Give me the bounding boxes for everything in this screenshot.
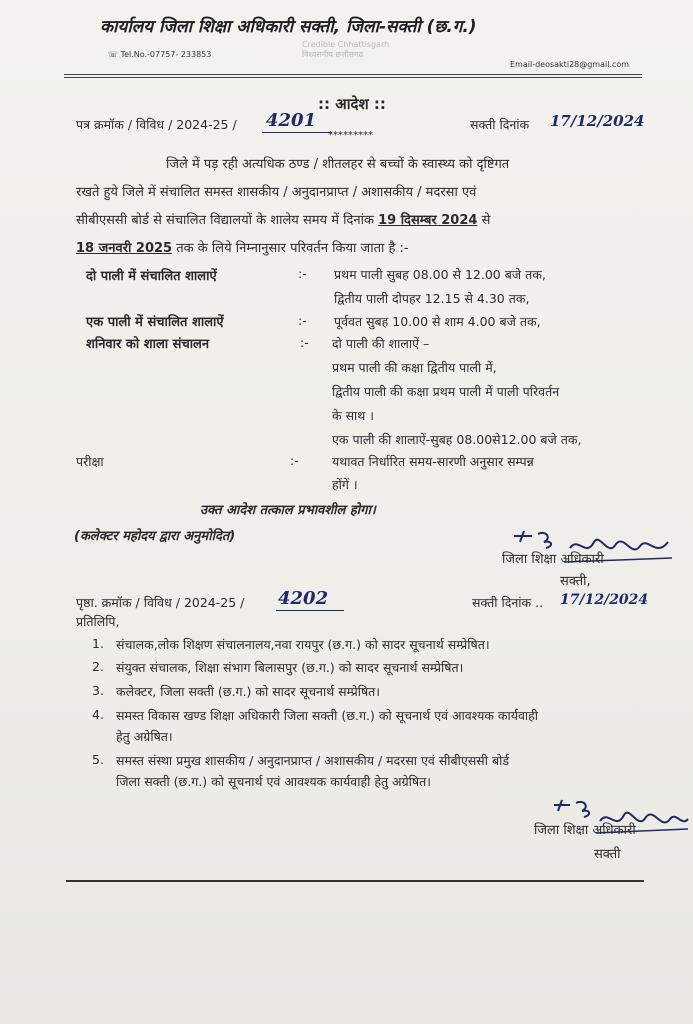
copy-to-label: प्रतिलिपि, <box>76 614 120 629</box>
date-label: सक्ती दिनांक <box>470 117 530 132</box>
watermark <box>302 40 389 60</box>
signature-place-2: सक्ती <box>594 847 621 862</box>
two-shift-separator: :- <box>298 266 307 281</box>
order-title: :: आदेश :: <box>318 95 386 113</box>
copy-item-text: समस्त विकास खण्ड शिक्षा अधिकारी जिला सक्ती (छ.ग.) को सूचनार्थ एवं आवश्यक कार्यवाही <box>116 708 539 723</box>
endorsement-date-label: सक्ती दिनांक .. <box>472 595 544 610</box>
letter-number: 4201 <box>266 110 317 131</box>
copy-item-text: संचालक,लोक शिक्षण संचालनालय,नवा रायपुर (छ.ग.) को सादर सूचनार्थ सम्प्रेषित। <box>116 637 490 652</box>
endorsement-number-underline <box>276 610 344 611</box>
letter-date: 17/12/2024 <box>550 112 645 130</box>
saturday-line-5: एक पाली की शालाऐं-सुबह 08.00से12.00 बजे तक, <box>332 432 582 447</box>
exam-label: परीक्षा <box>76 454 104 469</box>
exam-separator: :- <box>290 453 299 468</box>
exam-line-2: होंगें । <box>332 477 358 492</box>
date-from: 19 दिसम्बर 2024 <box>378 213 478 228</box>
copy-item-text: कलेक्टर, जिला सक्ती (छ.ग.) को सादर सूचनार्थ सम्प्रेषित। <box>116 684 381 699</box>
effect-statement: उक्त आदेश तत्काल प्रभावशील होगा। <box>200 503 376 518</box>
endorsement-number: 4202 <box>278 588 329 609</box>
two-shift-first: प्रथम पाली सुबह 08.00 से 12.00 बजे तक, <box>334 267 546 282</box>
one-shift-timing: पूर्ववत सुबह 10.00 से शाम 4.00 बजे तक, <box>334 314 541 329</box>
saturday-separator: :- <box>300 335 309 350</box>
paragraph-line-2: रखते हुये जिले में संचालित समस्त शासकीय / अनुदानप्राप्त / अशासकीय / मदरसा एवं <box>76 185 477 200</box>
signature-designation-2: जिला शिक्षा अधिकारी <box>534 823 636 838</box>
one-shift-label: एक पाली में संचालित शालाऐं <box>86 315 224 330</box>
copy-item-text: समस्त संस्था प्रमुख शासकीय / अनुदानप्राप्त / अशासकीय / मदरसा एवं सीबीएससी बोर्ड <box>116 753 510 768</box>
copy-item-number: 5. <box>92 752 104 767</box>
copy-item-text: संयुक्त संचालक, शिक्षा संभाग बिलासपुर (छ.ग.) को सादर सूचनार्थ सम्प्रेषित। <box>116 660 464 675</box>
office-title: कार्यालय जिला शिक्षा अधिकारी सक्ती, जिला-सक्ती (छ.ग.) <box>100 17 477 37</box>
email-address: Email-deosakti28@gmail.com <box>510 60 630 69</box>
header-rule-bottom <box>64 77 642 78</box>
endorsement-reference: पृष्ठा. क्रमॉक / विविध / 2024-25 / <box>76 595 245 610</box>
saturday-line-2: प्रथम पाली की कक्षा द्वितीय पाली में, <box>332 360 497 375</box>
paragraph-line-4: 18 जनवरी 2025 तक के लिये निम्नानुसार परिवर्तन किया जाता है :- <box>76 241 409 256</box>
paragraph-line-1: जिले में पड़ रही अत्यधिक ठण्ड / शीतलहर से बच्चों के स्वास्थ्य को दृष्टिगत <box>166 157 510 172</box>
two-shift-second: द्वितीय पाली दोपहर 12.15 से 4.30 तक, <box>334 291 530 306</box>
date-to: 18 जनवरी 2025 <box>76 241 173 256</box>
approval-note: (कलेक्टर महोदय द्वारा अनुमोदित) <box>74 529 236 544</box>
watermark-line-1: Credible Chhattisgarh <box>302 40 390 49</box>
saturday-line-1: दो पाली की शालाऐं – <box>332 336 430 351</box>
copy-item-number: 2. <box>92 659 104 674</box>
endorsement-date: 17/12/2024 <box>560 592 649 608</box>
two-shift-label: दो पाली में संचालित शालाऐं <box>86 269 217 284</box>
exam-line-1: यथावत निर्धारित समय-सारणी अनुसार सम्पन्न <box>332 454 534 469</box>
copy-item-number: 4. <box>92 707 104 722</box>
header-rule-top <box>64 74 642 75</box>
watermark-line-2: विश्वसनीय छत्तीसगढ़ <box>302 50 364 59</box>
telephone-number: ☏ Tel.No.-07757- 233853 <box>108 50 212 59</box>
letter-number-underline <box>262 132 332 133</box>
footer-rule <box>66 880 644 882</box>
signature-designation-1: जिला शिक्षा अधिकारी <box>502 552 604 567</box>
saturday-label: शनिवार को शाला संचालन <box>86 337 210 352</box>
paragraph-line-3: सीबीएससी बोर्ड से संचालित विद्यालयों के शालेय समय में दिनांक 19 दिसम्बर 2024 से <box>76 213 491 228</box>
one-shift-separator: :- <box>298 313 307 328</box>
copy-item-text-continued: हेतु अग्रेषित। <box>116 729 173 744</box>
letter-reference: पत्र क्रमॉक / विविध / 2024-25 / <box>76 117 237 132</box>
saturday-line-4: के साथ । <box>332 408 374 423</box>
signature-place-1: सक्ती, <box>560 574 591 589</box>
copy-item-number: 3. <box>92 683 104 698</box>
saturday-line-3: द्वितीय पाली की कक्षा प्रथम पाली में पाली परिवर्तन <box>332 384 560 399</box>
phone-icon: ☏ <box>108 50 121 59</box>
copy-item-number: 1. <box>92 636 104 651</box>
copy-item-text-continued: जिला सक्ती (छ.ग.) को सूचनार्थ एवं आवश्यक कार्यवाही हेतु अग्रेषित। <box>116 774 431 789</box>
stars-line: ********* <box>328 130 373 141</box>
